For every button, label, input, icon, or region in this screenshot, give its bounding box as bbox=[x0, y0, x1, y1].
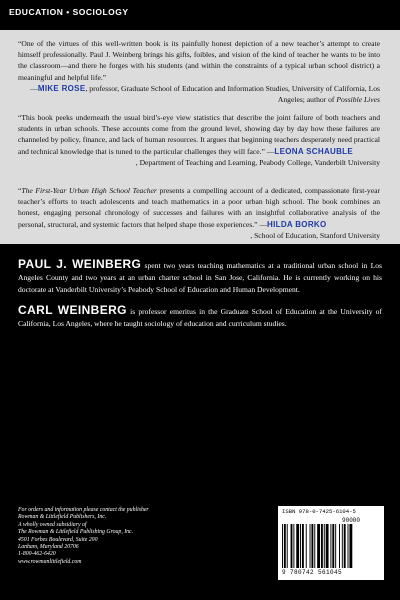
barcode-bar bbox=[324, 524, 325, 568]
barcode-block bbox=[278, 506, 384, 580]
publisher-line: 1-800-462-6420 bbox=[18, 551, 56, 558]
publisher-line: Lanham, Maryland 20706 bbox=[18, 544, 79, 551]
barcode-bar bbox=[317, 524, 320, 568]
review-text: “One of the virtues of this well-written book is its painfully honest depiction of a new teacher’s attempt to create himself professionally. Paul J. Weinberg brings his gifts, foibles, and vision of the kind of teacher he wants to be into the classroom—and there he forges with his students (and within the constraints of a typical urban school district) a meaningful and helpful life.” bbox=[18, 39, 380, 82]
barcode-bar bbox=[314, 524, 315, 568]
barcode-bar bbox=[287, 524, 288, 568]
barcode-bar bbox=[310, 524, 311, 568]
review-text: “This book peeks underneath the usual bird’s-eye view statistics that describe the joint failure of both teachers and students in urban schools. These accounts come from the ground level, showing day by day how these failures are channeled by policy, finance, and lack of human resources. It argues that beginning teachers desperately need practical and technical knowledge that is tuned to the particular challenges they will face.” bbox=[18, 113, 380, 156]
barcode-bar bbox=[321, 524, 323, 568]
reviewer-book-title: Possible Lives bbox=[336, 95, 380, 105]
review-attribution bbox=[18, 83, 380, 105]
reviewer-name: HILDA BORKO bbox=[267, 219, 327, 229]
publisher-line: www.rowmanlittlefield.com bbox=[18, 558, 82, 565]
publisher-info bbox=[18, 507, 149, 566]
reviews-panel bbox=[0, 30, 400, 244]
barcode-bar bbox=[335, 524, 336, 568]
author-name: PAUL J. WEINBERG bbox=[18, 257, 142, 271]
attribution-dash: — bbox=[266, 146, 275, 156]
barcode-bar bbox=[326, 524, 329, 568]
barcode-bar bbox=[302, 524, 304, 568]
barcode-bar bbox=[349, 524, 352, 568]
review-quote bbox=[18, 38, 380, 105]
reviewer-affiliation: , Department of Teaching and Learning, Peabody College, Vanderbilt University bbox=[135, 157, 380, 167]
quote-open: “ bbox=[18, 186, 22, 195]
author-bio-text: spent two years teaching mathematics at a traditional urban school in Los Angeles County and two years at an urban charter school in San Jose, California. He is currently working on his doctorate at Vanderbilt University’s Peabody School of Education and Human Development. bbox=[18, 261, 383, 295]
barcode-bar bbox=[344, 524, 346, 568]
review-text: presents a compelling account of a dedicated, compassionate first-year teacher’s efforts to teach adolescents and teach mathematics in a poor urban high school. The book combines an honest, engaging personal chronology of successes and failures with an insightful collaborative analysis of the personal, structural, and systemic factors that helped shape those experiences.” bbox=[18, 186, 380, 229]
header-bar bbox=[0, 0, 400, 30]
barcode-bar bbox=[348, 524, 349, 568]
attribution-dash: — bbox=[259, 219, 268, 229]
price-code: 90000 bbox=[342, 517, 361, 524]
barcode-bar bbox=[293, 524, 294, 568]
publisher-line: Rowman & Littlefield Publishers, Inc. bbox=[18, 514, 107, 521]
reviewer-name: MIKE ROSE bbox=[37, 83, 86, 93]
publisher-line: For orders and information please contact the publisher bbox=[18, 507, 149, 513]
reviewer-affiliation: , School of Education, Stanford University bbox=[250, 230, 380, 240]
review-quote bbox=[18, 185, 380, 241]
barcode-bar bbox=[306, 524, 307, 568]
category-label: EDUCATION • SOCIOLOGY bbox=[9, 7, 129, 17]
book-title: The First-Year Urban High School Teacher bbox=[21, 186, 157, 195]
author-bio bbox=[18, 258, 382, 297]
review-quote bbox=[18, 112, 380, 168]
barcode-bar bbox=[339, 524, 340, 568]
barcode-bar bbox=[330, 524, 331, 568]
barcode-bar bbox=[291, 524, 293, 568]
reviewer-name: LEONA SCHAUBLE bbox=[274, 146, 353, 156]
barcode-bar bbox=[282, 524, 283, 568]
barcode-bar bbox=[311, 524, 313, 568]
barcode-bar bbox=[296, 524, 299, 568]
barcode-bar bbox=[284, 524, 286, 568]
reviewer-affiliation: , professor, Graduate School of Education and Information Studies, University of California, Los Angeles; author of bbox=[85, 83, 380, 105]
attribution-dash: — bbox=[30, 83, 38, 93]
publisher-line: A wholly owned subsidiary of bbox=[18, 521, 87, 528]
author-name: CARL WEINBERG bbox=[18, 303, 127, 317]
barcode-bars bbox=[282, 524, 380, 568]
ean-number: 9 780742 561045 bbox=[282, 569, 343, 576]
barcode-bar bbox=[342, 524, 343, 568]
barcode-bar bbox=[332, 524, 334, 568]
author-bio bbox=[18, 304, 382, 330]
barcode-bar bbox=[300, 524, 301, 568]
isbn-text: ISBN 978-0-7425-6104-5 bbox=[282, 508, 356, 515]
publisher-line: 4501 Forbes Boulevard, Suite 200 bbox=[18, 536, 98, 543]
author-bio-text: is professor emeritus in the Graduate School of Education at the University of California, Los Angeles, where he taught sociology of education and curriculum studies. bbox=[18, 307, 382, 329]
publisher-line: The Rowman & Littlefield Publishing Group, Inc. bbox=[18, 529, 134, 536]
